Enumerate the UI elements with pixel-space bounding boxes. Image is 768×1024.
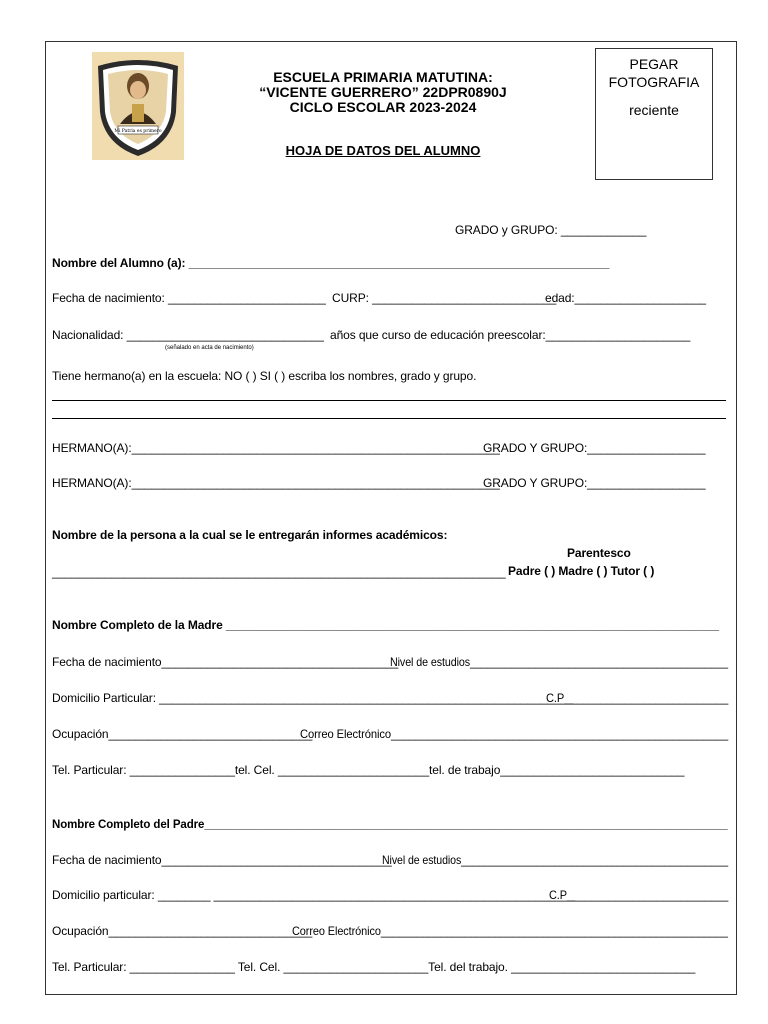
school-crest-logo xyxy=(92,52,184,160)
madre-cp-field[interactable]: C.P___________________________ xyxy=(546,691,729,705)
photo-line3: reciente xyxy=(629,102,679,118)
padre-domicilio-field[interactable]: Domicilio particular: ________ _______________________________________________________ xyxy=(52,888,576,902)
madre-fecha-field[interactable]: Fecha de nacimiento____________________________________ xyxy=(52,655,399,669)
padre-cp-field[interactable]: C.P___________________________ xyxy=(549,888,729,902)
madre-correo-field[interactable]: Correo Electrónico_______________________________________________________ xyxy=(300,727,729,741)
photo-line1: PEGAR xyxy=(629,56,679,72)
hermano2-field[interactable]: HERMANO(A):________________________________________________________ xyxy=(52,476,500,490)
school-line2: “VICENTE GUERRERO” 22DPR0890J xyxy=(259,84,507,100)
nombre-alumno-field[interactable]: Nombre del Alumno (a): ________________________________________________________________ xyxy=(52,256,610,270)
hermano1-field[interactable]: HERMANO(A):________________________________________________________ xyxy=(52,441,500,455)
madre-nivel-field[interactable]: Nivel de estudios____________________________________________ xyxy=(390,655,728,669)
edad-field[interactable]: edad:____________________ xyxy=(545,291,707,305)
madre-ocupacion-field[interactable]: Ocupación_______________________________ xyxy=(52,727,313,741)
nacionalidad-note: (señalado en acta de nacimiento) xyxy=(165,345,254,351)
padre-correo-field[interactable]: Correo Electrónico__________________________________________________________ xyxy=(292,924,728,938)
madre-nombre-field[interactable]: Nombre Completo de la Madre ___________________________________________________________________________ xyxy=(52,618,719,632)
padre-nombre-field[interactable]: Nombre Completo del Padre___________________________________________________________________________________ xyxy=(52,817,728,831)
tiene-hermano-question[interactable]: Tiene hermano(a) en la escuela: NO ( ) SI ( ) escriba los nombres, grado y grupo. xyxy=(52,369,477,383)
fecha-nacimiento-field[interactable]: Fecha de nacimiento: ________________________ xyxy=(52,291,326,305)
school-line3: CICLO ESCOLAR 2023-2024 xyxy=(289,99,477,115)
form-title: HOJA DE DATOS DEL ALUMNO xyxy=(285,143,481,158)
padre-nivel-field[interactable]: Nivel de estudios______________________________________________ xyxy=(382,853,729,867)
padre-telefonos-field[interactable]: Tel. Particular: ________________ Tel. Cel. ______________________Tel. del trabajo. ____________________________ xyxy=(52,960,696,974)
form-frame xyxy=(45,41,737,995)
padre-fecha-field[interactable]: Fecha de nacimiento___________________________________ xyxy=(52,853,392,867)
informes-label: Nombre de la persona a la cual se le entregarán informes académicos: xyxy=(52,528,448,542)
parentesco-options[interactable]: Padre ( ) Madre ( ) Tutor ( ) xyxy=(508,564,655,578)
svg-text:Mi Patria es primero: Mi Patria es primero xyxy=(114,129,162,134)
preescolar-field[interactable]: años que curso de educación preescolar:______________________ xyxy=(330,328,691,342)
hermano2-grado-field[interactable]: GRADO Y GRUPO:__________________ xyxy=(483,476,706,490)
school-header xyxy=(200,70,566,115)
informes-name-field[interactable]: _____________________________________________________________________ xyxy=(52,565,506,579)
grado-grupo-field[interactable]: GRADO y GRUPO: _____________ xyxy=(455,223,647,237)
photo-line2: FOTOGRAFIA xyxy=(608,74,700,90)
madre-domicilio-field[interactable]: Domicilio Particular: _______________________________________________________________ xyxy=(52,691,574,705)
nacionalidad-field[interactable]: Nacionalidad: ______________________________ xyxy=(52,328,324,342)
madre-telefonos-field[interactable]: Tel. Particular: ________________tel. Cel. _______________________tel. de trabajo____________________________ xyxy=(52,763,685,777)
school-line1: ESCUELA PRIMARIA MATUTINA: xyxy=(273,69,493,85)
hermanos-line-1[interactable] xyxy=(52,400,726,401)
curp-field[interactable]: CURP: ____________________________ xyxy=(332,291,557,305)
hermano1-grado-field[interactable]: GRADO Y GRUPO:__________________ xyxy=(483,441,706,455)
hermanos-line-2[interactable] xyxy=(52,418,726,419)
photo-box xyxy=(595,48,713,180)
parentesco-label: Parentesco xyxy=(567,546,631,560)
padre-ocupacion-field[interactable]: Ocupación_______________________________ xyxy=(52,924,313,938)
